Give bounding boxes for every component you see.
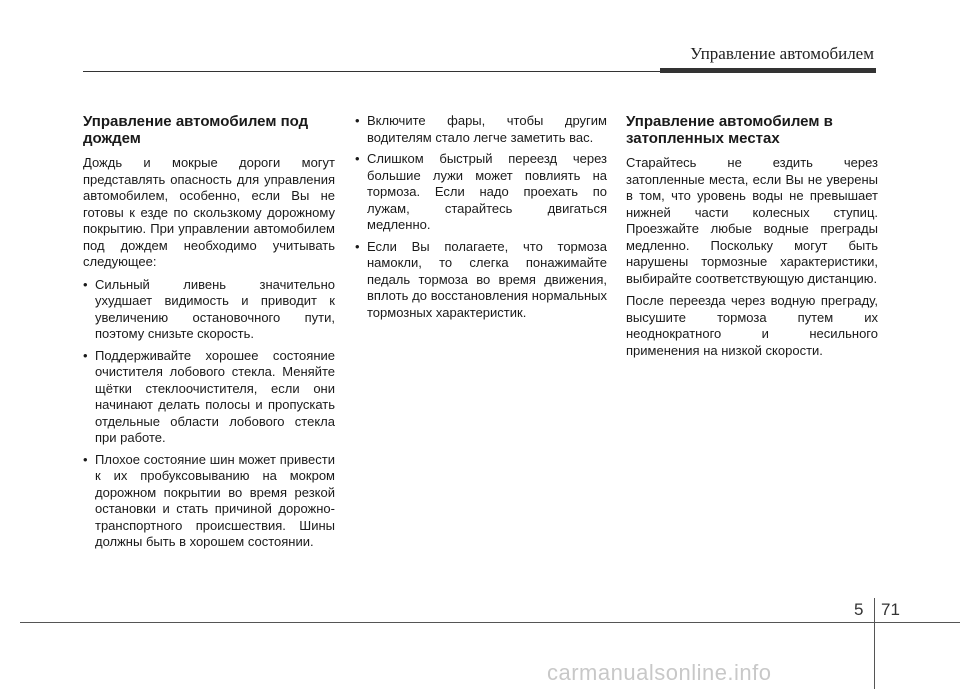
- section-heading-flooded: Управление автомобилем в затопленных местах: [626, 113, 833, 147]
- header-accent-bar: [660, 68, 876, 73]
- rain-bullet-list-continued: [355, 113, 607, 321]
- rain-bullet-1: • Сильный ливень значительно ухудшает видимость и приводит к увеличению остановочного пути, поэтому снизьте скорость.: [83, 277, 335, 343]
- rain-bullet-4: • Включите фары, чтобы другим водителям стало легче заметить вас.: [355, 113, 607, 146]
- rain-bullet-5: • Слишком быстрый переезд через большие лужи может повлиять на тормоза. Если надо проехать по лужам, старайтесь двигаться медленно.: [355, 151, 607, 234]
- chapter-number: 5: [854, 600, 864, 619]
- page-number: 71: [881, 600, 900, 619]
- section-heading-rain: Управление автомобилем под дождем: [83, 113, 309, 147]
- column-flooded-areas: [626, 113, 878, 365]
- column-rain-continued: [355, 113, 607, 326]
- rain-intro-paragraph: Дождь и мокрые дороги могут представлять опасность для управления автомобилем, особенно, если Вы не готовы к езде по скользкому дорожному покрытию. При управлении автомобилем под дождем необходимо учитывать следующее:: [83, 155, 335, 269]
- footer-rule-gap: [0, 622, 20, 623]
- flooded-paragraph-1: Старайтесь не ездить через затопленные места, если Вы не уверены в том, что уровень воды не превышает нижней части колесных ступиц. Проезжайте любые водные преграды медленно. Поскольку могут быть нарушены тормозные характеристики, выбирайте соответствующую дистанцию.: [626, 155, 878, 286]
- rain-bullet-list: [83, 277, 335, 551]
- rain-bullet-2: • Поддерживайте хорошее состояние очистителя лобового стекла. Меняйте щётки стеклоочистителя, если они начинают делать полосы и пропускать отдельные области лобового стекла при работе.: [83, 348, 335, 447]
- page-number-separator: [874, 598, 875, 689]
- flooded-paragraph-2: После переезда через водную преграду, высушите тормоза путем их неоднократного и несильного применения на низкой скорости.: [626, 293, 878, 358]
- header-title: Управление автомобилем: [690, 44, 874, 63]
- footer-rule: [0, 622, 960, 623]
- column-rain-driving: [83, 113, 335, 556]
- rain-bullet-3: • Плохое состояние шин может привести к их пробуксовыванию на мокром дорожном покрытии во время резкой остановки и стать причиной дорожно-транспортного происшествия. Шины должны быть в хорошем состоянии.: [83, 452, 335, 551]
- rain-bullet-6: • Если Вы полагаете, что тормоза намокли, то слегка понажимайте педаль тормоза во время движения, вплоть до восстановления нормальных тормозных характеристик.: [355, 239, 607, 322]
- watermark-text: carmanualsonline.info: [547, 660, 772, 685]
